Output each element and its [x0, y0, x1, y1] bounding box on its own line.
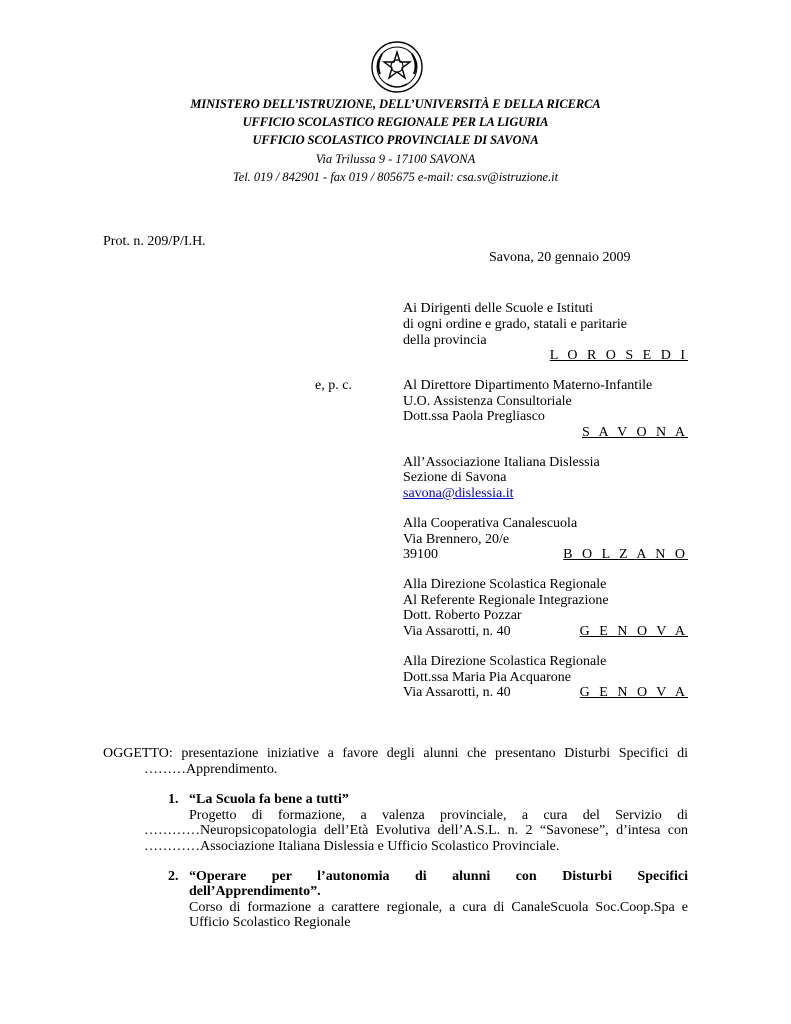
- header-provincial-office: UFFICIO SCOLASTICO PROVINCIALE DI SAVONA: [252, 133, 539, 147]
- item-text: …………Associazione Italiana Dislessia e Ufficio Scolastico Provinciale.: [144, 839, 560, 854]
- recipient-line: Via Brennero, 20/e: [403, 532, 510, 547]
- header-contacts: Tel. 019 / 842901 - fax 019 / 805675 e-mail: csa.sv@istruzione.it: [232, 170, 559, 184]
- item-number: 2.: [168, 869, 179, 884]
- recipient-line: Dott.ssa Maria Pia Acquarone: [403, 670, 571, 685]
- item-number: 1.: [168, 792, 179, 807]
- subject-line: ………Apprendimento.: [144, 762, 278, 777]
- item-text: Corso di formazione a carattere regionale, a cura di CanaleScuola Soc.Coop.Spa e: [189, 900, 688, 915]
- recipient-line: Alla Direzione Scolastica Regionale: [403, 577, 607, 592]
- recipient-line: Al Direttore Dipartimento Materno-Infantile: [403, 378, 653, 393]
- item-text: Ufficio Scolastico Regionale: [189, 915, 351, 930]
- recipient-line: U.O. Assistenza Consultoriale: [403, 394, 572, 409]
- header-ministry: MINISTERO DELL’ISTRUZIONE, DELL’UNIVERSITÀ E DELLA RICERCA: [190, 97, 601, 111]
- recipient-place: G E N O V A: [579, 624, 688, 639]
- recipient-line: Al Referente Regionale Integrazione: [403, 593, 609, 608]
- letter-date: Savona, 20 gennaio 2009: [489, 250, 631, 265]
- recipient-line: Alla Direzione Scolastica Regionale: [403, 654, 607, 669]
- recipient-place: L O R O S E D I: [549, 348, 688, 363]
- header-address: Via Trilussa 9 - 17100 SAVONA: [315, 152, 476, 166]
- item-title: dell’Apprendimento”.: [189, 884, 321, 899]
- recipient-line: Dott.ssa Paola Pregliasco: [403, 409, 545, 424]
- recipient-line: Sezione di Savona: [403, 470, 507, 485]
- recipient-line: Via Assarotti, n. 40: [403, 624, 511, 639]
- recipient-line: 39100: [403, 547, 438, 562]
- recipient-place: S A V O N A: [581, 425, 688, 440]
- subject-line: OGGETTO: presentazione iniziative a favore degli alunni che presentano Disturbi Specifici di: [103, 746, 688, 761]
- recipient-line: Alla Cooperativa Canalescuola: [403, 516, 578, 531]
- item-text: …………Neuropsicopatologia dell’Età Evolutiva dell’A.S.L. n. 2 “Savonese”, d’intesa con: [144, 823, 688, 838]
- item-title: “La Scuola fa bene a tutti”: [189, 792, 349, 807]
- recipient-line: Dott. Roberto Pozzar: [403, 608, 522, 623]
- item-text: Progetto di formazione, a valenza provinciale, a cura del Servizio di: [189, 808, 688, 823]
- email-link[interactable]: savona@dislessia.it: [403, 486, 514, 501]
- item-title: “Operare per l’autonomia di alunni con Disturbi Specifici: [189, 869, 688, 884]
- recipient-line: di ogni ordine e grado, statali e paritarie: [403, 317, 627, 332]
- italian-republic-emblem-icon: [370, 40, 424, 94]
- protocol-number: Prot. n. 209/P/I.H.: [103, 234, 206, 249]
- recipient-place: B O L Z A N O: [563, 547, 688, 562]
- recipient-line: Ai Dirigenti delle Scuole e Istituti: [403, 301, 594, 316]
- recipient-line: della provincia: [403, 333, 487, 348]
- header-regional-office: UFFICIO SCOLASTICO REGIONALE PER LA LIGURIA: [242, 115, 549, 129]
- epc-label: e, p. c.: [315, 378, 352, 393]
- recipient-line: All’Associazione Italiana Dislessia: [403, 455, 600, 470]
- recipient-place: G E N O V A: [579, 685, 688, 700]
- recipient-line: Via Assarotti, n. 40: [403, 685, 511, 700]
